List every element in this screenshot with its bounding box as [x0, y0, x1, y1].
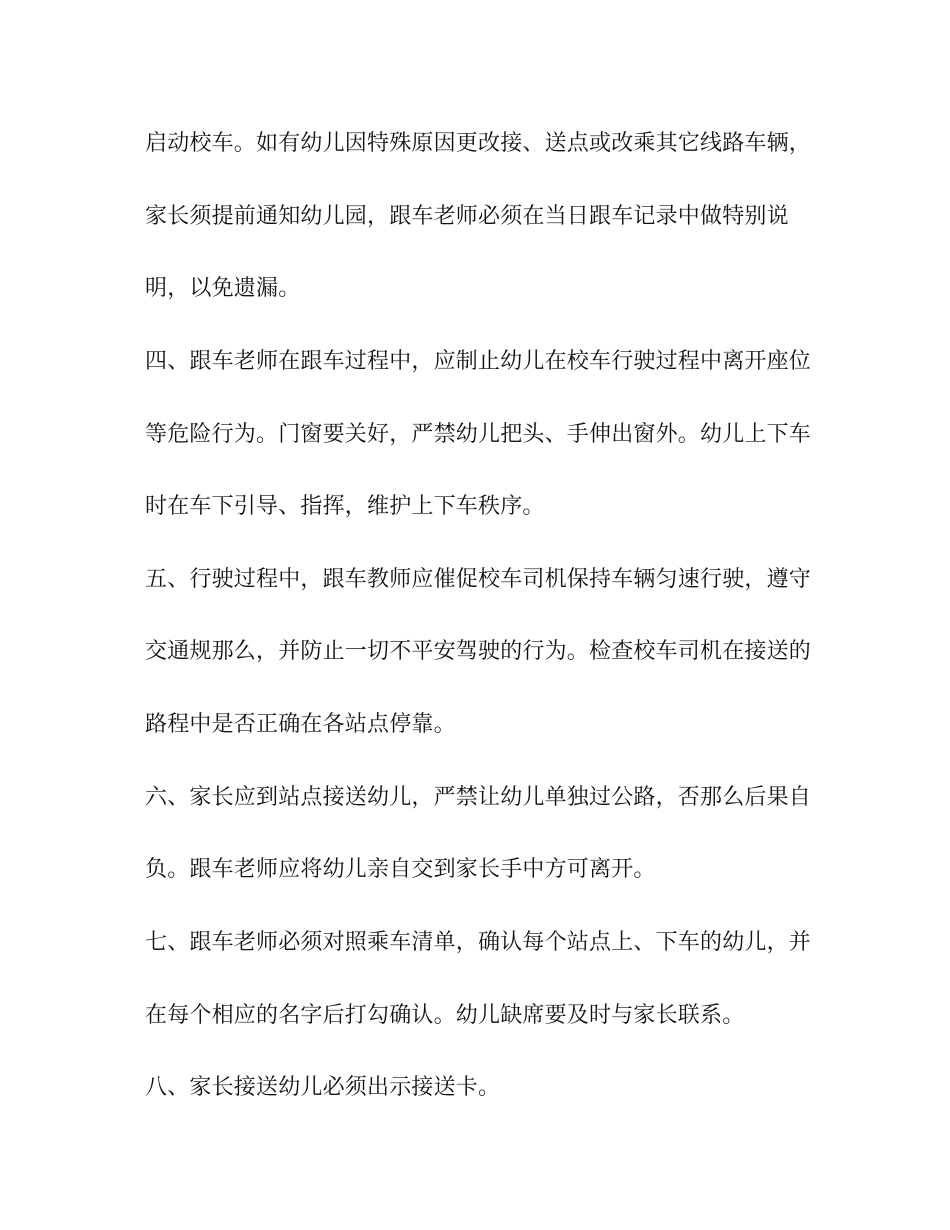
text-line: 路程中是否正确在各站点停靠。 [145, 712, 456, 737]
text-line: 五、行驶过程中，跟车教师应催促校车司机保持车辆匀速行驶，遵守 [145, 567, 812, 592]
text-line: 明，以免遗漏。 [145, 276, 301, 301]
text-line: 负。跟车老师应将幼儿亲自交到家长手中方可离开。 [145, 857, 656, 882]
text-line: 等危险行为。门窗要关好，严禁幼儿把头、手伸出窗外。幼儿上下车 [145, 422, 812, 447]
text-line: 启动校车。如有幼儿因特殊原因更改接、送点或改乘其它线路车辆， [145, 131, 812, 156]
text-line: 七、跟车老师必须对照乘车清单，确认每个站点上、下车的幼儿，并 [145, 930, 812, 955]
text-line: 时在车下引导、指挥，维护上下车秩序。 [145, 494, 545, 519]
text-line: 在每个相应的名字后打勾确认。幼儿缺席要及时与家长联系。 [145, 1003, 745, 1028]
text-line: 四、跟车老师在跟车过程中，应制止幼儿在校车行驶过程中离开座位 [145, 349, 812, 374]
text-line: 六、家长应到站点接送幼儿，严禁让幼儿单独过公路，否那么后果自 [145, 785, 812, 810]
text-line: 家长须提前通知幼儿园，跟车老师必须在当日跟车记录中做特别说 [145, 204, 789, 229]
text-line: 八、家长接送幼儿必须出示接送卡。 [145, 1075, 501, 1100]
text-line: 交通规那么，并防止一切不平安驾驶的行为。检查校车司机在接送的 [145, 639, 812, 664]
